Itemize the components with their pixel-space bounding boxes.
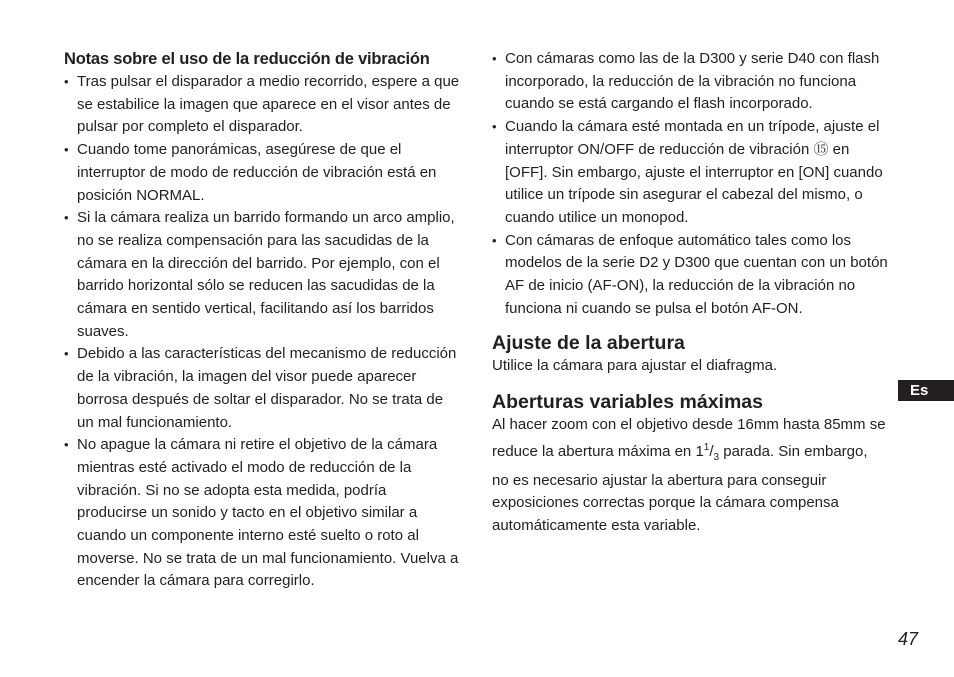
camera-notes-list xyxy=(492,48,888,320)
fraction-numerator: 1 xyxy=(703,441,710,453)
language-tab: Es xyxy=(898,380,954,401)
left-column xyxy=(64,48,460,593)
list-item: • Debido a las características del mecanismo de reducción de la vibración, la imagen del visor puede aparecer borrosa después de soltar el disparador. No se trata de un mal funcionamiento. xyxy=(64,343,460,434)
page-number: 47 xyxy=(898,629,919,649)
aperture-heading: Ajuste de la abertura xyxy=(492,332,685,355)
right-column xyxy=(492,48,888,538)
max-aperture-heading: Aberturas variables máximas xyxy=(492,391,763,414)
list-item: • Tras pulsar el disparador a medio recorrido, espere a que se estabilice la imagen que aparece en el visor antes de pulsar por completo el disparador. xyxy=(64,71,460,139)
list-item: • Cuando tome panorámicas, asegúrese de que el interruptor de modo de reducción de vibración está en posición NORMAL. xyxy=(64,139,460,207)
max-aperture-text-before: Al hacer zoom con el objetivo desde 16mm hasta 85mm se reduce la abertura máxima en 1 xyxy=(492,416,886,460)
fraction-denominator: 3 xyxy=(713,451,720,463)
list-item: • Con cámaras como las de la D300 y serie D40 con flash incorporado, la reducción de la vibración no funciona cuando se está cargando el flash incorporado. xyxy=(492,48,888,116)
list-item: • Con cámaras de enfoque automático tales como los modelos de la serie D2 y D300 que cuentan con un botón AF de inicio (AF-ON), la reducción de la vibración no funciona ni cuando se pulsa el botón AF-ON. xyxy=(492,230,888,321)
max-aperture-text: Al hacer zoom con el objetivo desde 16mm hasta 85mm se reduce la abertura máxima en $1^1/_3$ parada. Sin embargo, no es necesario ajustar la abertura para conseguir exposiciones correctas porque la cámara compensa automáticamente esta variable. xyxy=(492,416,886,534)
max-aperture-text-after: parada. Sin embargo, no es necesario ajustar la abertura para conseguir exposiciones correctas porque la cámara compensa automáticamente esta variable. xyxy=(492,442,868,534)
vibration-notes-heading: Notas sobre el uso de la reducción de vibración xyxy=(64,50,430,68)
list-item: • Cuando la cámara esté montada en un trípode, ajuste el interruptor ON/OFF de reducción de vibración ⑮ en [OFF]. Sin embargo, ajuste el interruptor en [ON] cuando utilice un trípode sin asegurar el cabezal del mismo, o cuando utilice un monopod. xyxy=(492,116,888,230)
list-item: • Si la cámara realiza un barrido formando un arco amplio, no se realiza compensación para las sacudidas de la cámara en la dirección del barrido. Por ejemplo, con el barrido horizontal sólo se reducen las sacudidas de la cámara en sentido vertical, facilitando así los barridos suaves. xyxy=(64,207,460,343)
list-item: • No apague la cámara ni retire el objetivo de la cámara mientras esté activado el modo de reducción de la vibración. Si no se adopta esta medida, podría producirse un sonido y tacto en el objetivo similar a cuando un componente interno esté suelto o roto al moverse. No se trata de un mal funcionamiento. Vuelva a encender la cámara para corregirlo. xyxy=(64,434,460,593)
vibration-notes-list xyxy=(64,71,460,593)
aperture-text: Utilice la cámara para ajustar el diafragma. xyxy=(492,357,778,375)
